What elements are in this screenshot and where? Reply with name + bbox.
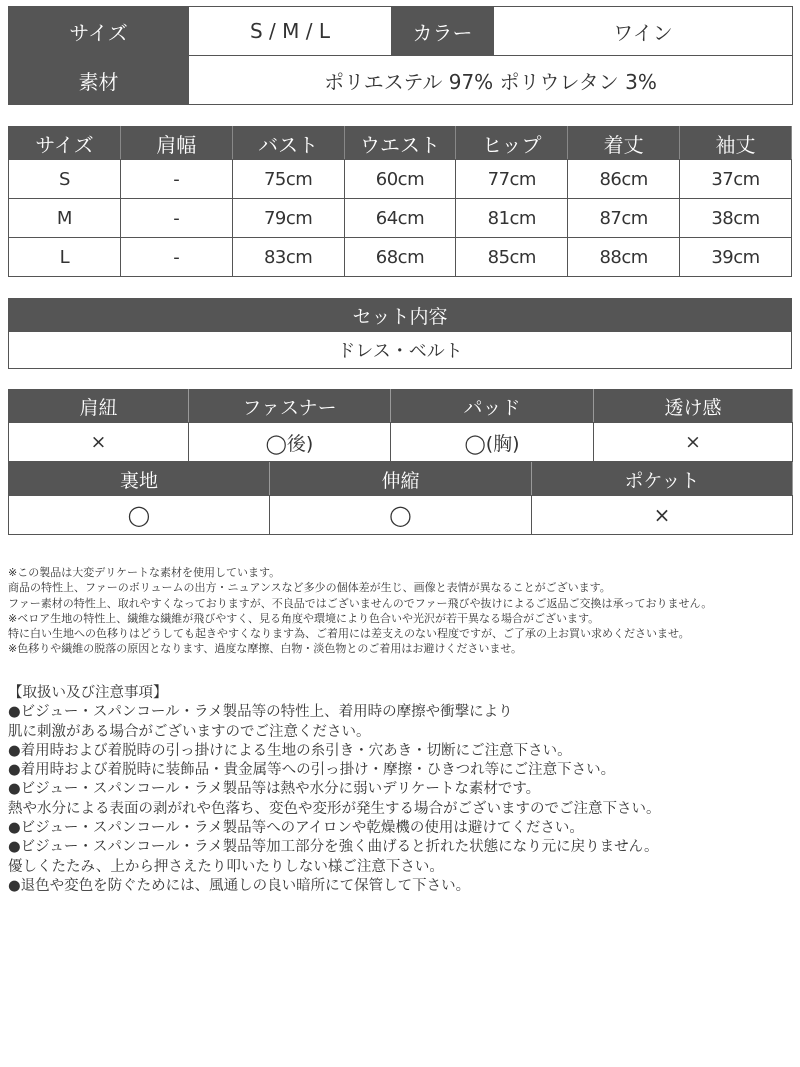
care-line: ●着用時および着脱時に装飾品・貴金属等への引っ掛け・摩擦・ひきつれ等にご注意下さい。 xyxy=(8,762,616,779)
product-info-table xyxy=(8,6,793,105)
size-cell: 37cm xyxy=(680,160,792,199)
care-instructions xyxy=(8,684,794,896)
size-cell: 85cm xyxy=(456,238,568,277)
size-value: S / M / L xyxy=(189,7,392,56)
size-cell: 75cm xyxy=(232,160,344,199)
size-cell: 68cm xyxy=(344,238,456,277)
feature-value-stretch: ◯ xyxy=(270,496,532,535)
size-cell: S xyxy=(9,160,121,199)
size-cell: 87cm xyxy=(568,199,680,238)
care-line: ●着用時および着脱時の引っ掛けによる生地の糸引き・穴あき・切断にご注意下さい。 xyxy=(8,742,572,759)
size-cell: 64cm xyxy=(344,199,456,238)
size-cell: 81cm xyxy=(456,199,568,238)
product-notes xyxy=(8,565,794,657)
feature-header-pad: パッド xyxy=(391,390,594,423)
size-cell: - xyxy=(120,238,232,277)
size-cell: 83cm xyxy=(232,238,344,277)
size-cell: 77cm xyxy=(456,160,568,199)
feature-value-lining: ◯ xyxy=(9,496,270,535)
feature-header-stretch: 伸縮 xyxy=(270,463,532,496)
care-line: ●ビジュー・スパンコール・ラメ製品等加工部分を強く曲げると折れた状態になり元に戻りません。 xyxy=(8,839,659,856)
feature-header-pocket: ポケット xyxy=(532,463,793,496)
size-chart-header-cell: 着丈 xyxy=(568,127,680,160)
care-line: ●退色や変色を防ぐためには、風通しの良い暗所にて保管して下さい。 xyxy=(8,877,471,894)
feature-header-zipper: ファスナー xyxy=(189,390,391,423)
feature-value-zipper: ◯後) xyxy=(189,423,391,462)
feature-value-sheer: × xyxy=(594,423,793,462)
size-cell: - xyxy=(120,160,232,199)
features-table-top xyxy=(8,389,793,462)
note-line: 特に白い生地への色移りはどうしても起きやすくなります為、ご着用には差支えのない程度ですが、ご了承の上お買い求めくださいませ。 xyxy=(8,627,690,641)
size-cell: 39cm xyxy=(680,238,792,277)
feature-header-strap: 肩紐 xyxy=(9,390,189,423)
care-line: ●ビジュー・スパンコール・ラメ製品等へのアイロンや乾燥機の使用は避けてください。 xyxy=(8,820,584,837)
care-line: 熱や水分による表面の剥がれや色落ち、変色や変形が発生する場合がございますのでご注意下さい。 xyxy=(8,800,661,817)
feature-header-lining: 裏地 xyxy=(9,463,270,496)
size-cell: 79cm xyxy=(232,199,344,238)
size-cell: 60cm xyxy=(344,160,456,199)
color-label: カラー xyxy=(392,7,494,56)
size-chart-header-cell: 袖丈 xyxy=(680,127,792,160)
material-value: ポリエステル 97% ポリウレタン 3% xyxy=(189,56,793,105)
feature-value-pad: ◯(胸) xyxy=(391,423,594,462)
size-cell: L xyxy=(9,238,121,277)
size-chart-header-cell: バスト xyxy=(232,127,344,160)
note-line: 商品の特性上、ファーのボリュームの出方・ニュアンスなど多少の個体差が生じ、画像と表情が異なることがございます。 xyxy=(8,581,611,595)
care-line: ●ビジュー・スパンコール・ラメ製品等の特性上、着用時の摩擦や衝撃により xyxy=(8,704,513,721)
set-contents-table xyxy=(8,298,792,369)
note-line: ※ベロア生地の特性上、繊維な繊維が飛びやすく、見る角度や環境により色合いや光沢が若干異なる場合がございます。 xyxy=(8,611,600,625)
note-line: ※この製品は大変デリケートな素材を使用しています。 xyxy=(8,566,281,579)
size-cell: 86cm xyxy=(568,160,680,199)
care-line: ●ビジュー・スパンコール・ラメ製品等は熱や水分に弱いデリケートな素材です。 xyxy=(8,781,541,798)
size-label: サイズ xyxy=(9,7,189,56)
note-line: ※色移りや繊維の脱落の原因となります、過度な摩擦、白物・淡色物とのご着用はお避けくださいませ。 xyxy=(8,642,523,656)
color-value: ワイン xyxy=(494,7,793,56)
note-line: ファー素材の特性上、取れやすくなっておりますが、不良品ではございませんのでファー飛びや抜けによるご返品ご交換は承っておりません。 xyxy=(8,596,713,610)
size-chart-header-cell: ヒップ xyxy=(456,127,568,160)
table-row xyxy=(9,238,792,277)
size-cell: M xyxy=(9,199,121,238)
table-row xyxy=(9,160,792,199)
set-contents-value: ドレス・ベルト xyxy=(9,332,792,369)
size-chart-table xyxy=(8,126,792,277)
size-chart-header-cell: 肩幅 xyxy=(120,127,232,160)
size-cell: 38cm xyxy=(680,199,792,238)
material-label: 素材 xyxy=(9,56,189,105)
table-row xyxy=(9,199,792,238)
care-title: 【取扱い及び注意事項】 xyxy=(8,685,168,701)
care-line: 優しくたたみ、上から押さえたり叩いたりしない様ご注意下さい。 xyxy=(8,858,444,875)
feature-value-pocket: × xyxy=(532,496,793,535)
set-contents-label: セット内容 xyxy=(9,299,792,332)
feature-value-strap: × xyxy=(9,423,189,462)
size-chart-header-cell: サイズ xyxy=(9,127,121,160)
size-chart-header xyxy=(9,127,792,160)
care-line: 肌に刺激がある場合がございますのでご注意ください。 xyxy=(8,723,371,740)
size-chart-header-cell: ウエスト xyxy=(344,127,456,160)
features-table-bottom xyxy=(8,462,793,535)
size-cell: - xyxy=(120,199,232,238)
feature-header-sheer: 透け感 xyxy=(594,390,793,423)
size-cell: 88cm xyxy=(568,238,680,277)
